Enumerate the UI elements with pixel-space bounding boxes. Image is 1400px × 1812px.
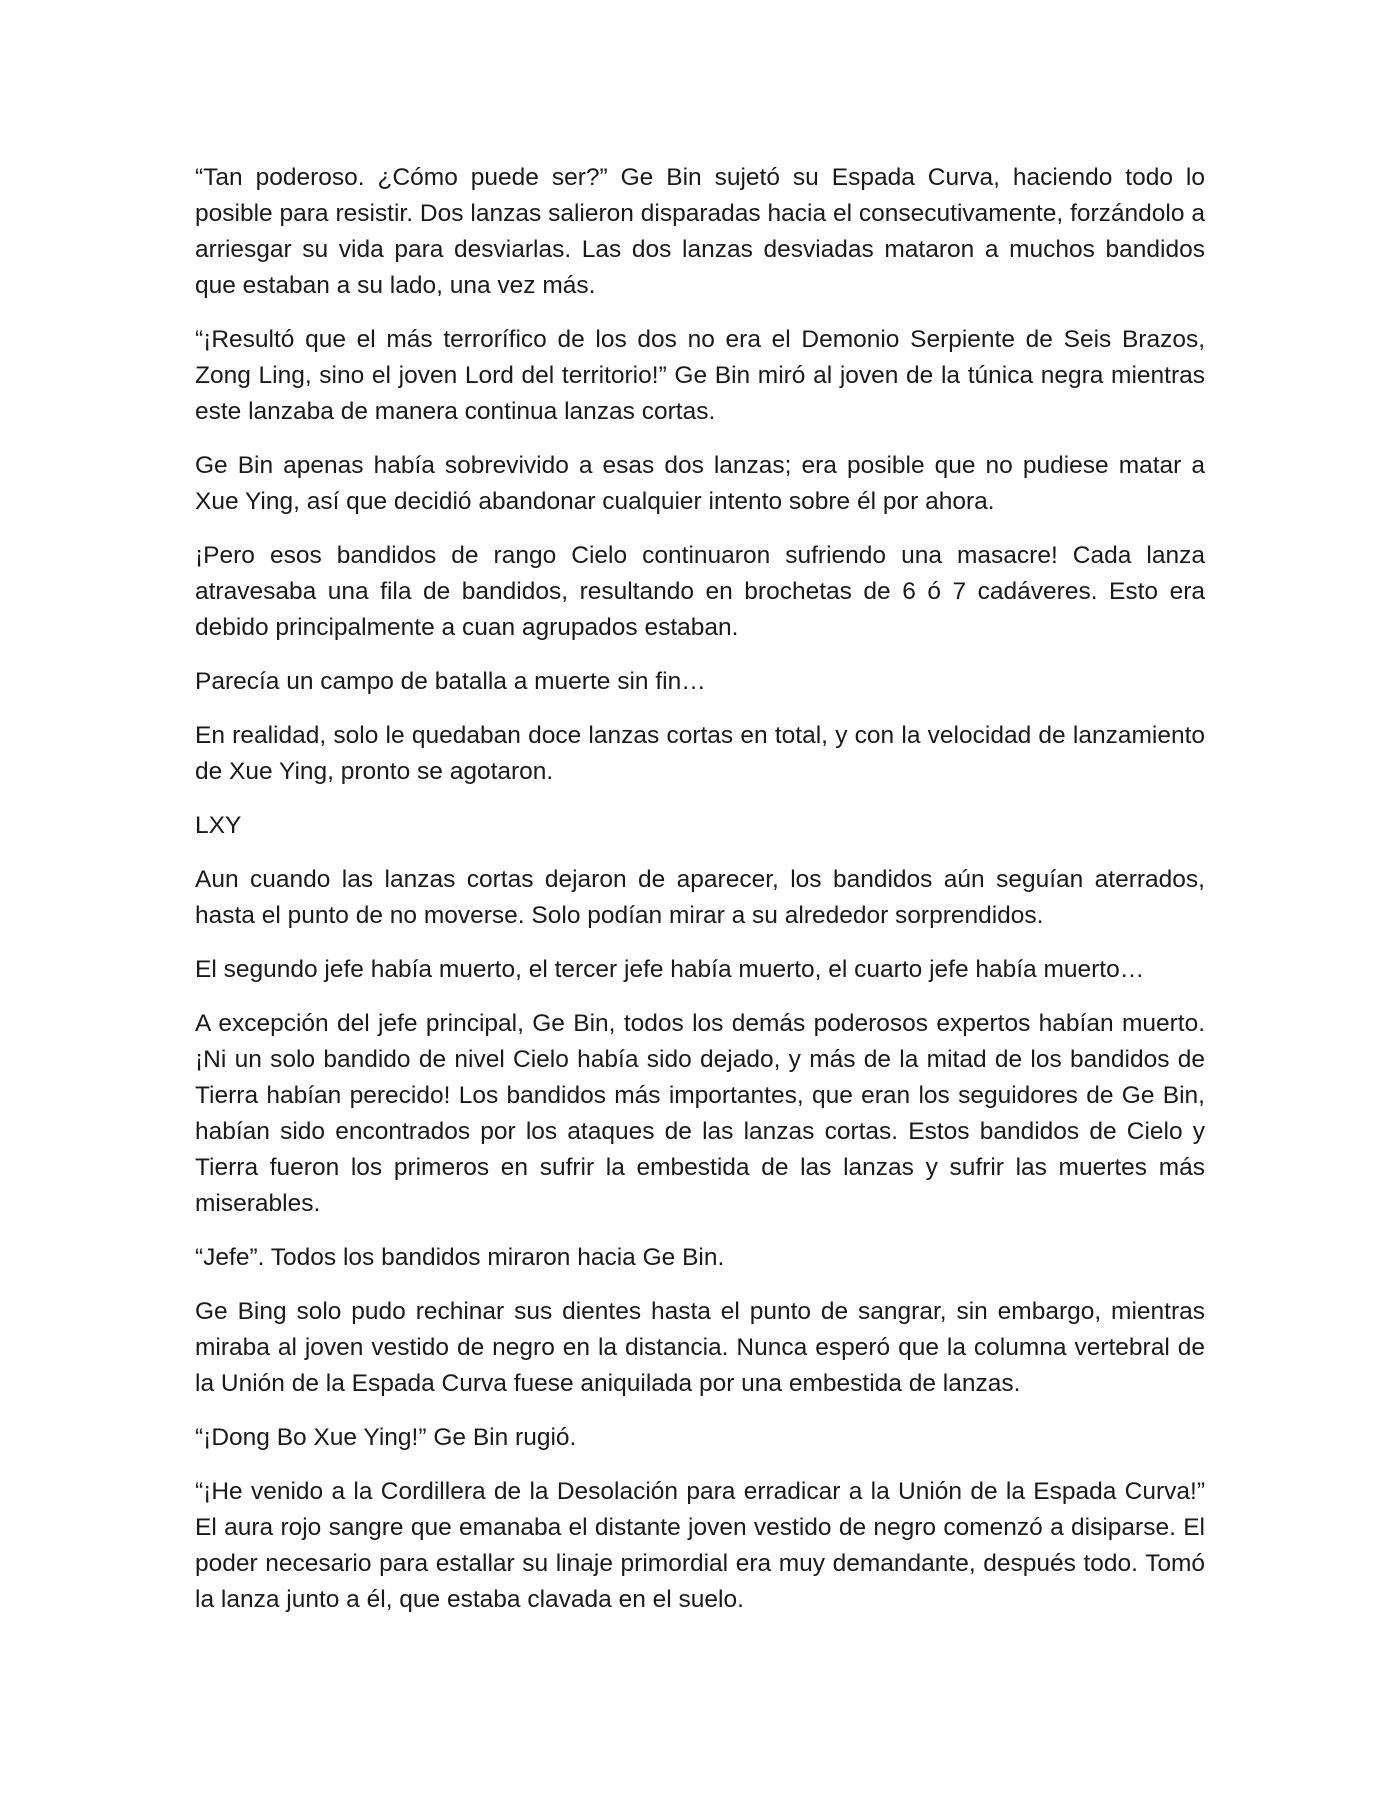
paragraph: “¡He venido a la Cordillera de la Desolación para erradicar a la Unión de la Espada Curva!” El aura rojo sangre que emanaba el distante joven vestido de negro comenzó a disiparse. El poder necesario para estallar su linaje primordial era muy demandante, después todo. Tomó la lanza junto a él, que estaba clavada en el suelo. <box>195 1478 1205 1613</box>
paragraph: ¡Pero esos bandidos de rango Cielo continuaron sufriendo una masacre! Cada lanza atravesaba una fila de bandidos, resultando en brochetas de 6 ó 7 cadáveres. Esto era debido principalmente a cuan agrupados estaban. <box>195 542 1205 641</box>
paragraph: “Jefe”. Todos los bandidos miraron hacia Ge Bin. <box>195 1244 725 1271</box>
paragraph: “¡Dong Bo Xue Ying!” Ge Bin rugió. <box>195 1424 577 1451</box>
paragraph: Ge Bin apenas había sobrevivido a esas dos lanzas; era posible que no pudiese matar a Xue Ying, así que decidió abandonar cualquier intento sobre él por ahora. <box>195 452 1205 515</box>
paragraph: Parecía un campo de batalla a muerte sin fin… <box>195 668 706 695</box>
paragraph: A excepción del jefe principal, Ge Bin, todos los demás poderosos expertos habían muerto. ¡Ni un solo bandido de nivel Cielo había sido dejado, y más de la mitad de los bandidos de Tierra habían perecido! Los bandidos más importantes, que eran los seguidores de Ge Bin, habían sido encontrados por los ataques de las lanzas cortas. Estos bandidos de Cielo y Tierra fueron los primeros en sufrir la embestida de las lanzas y sufrir las muertes más miserables. <box>195 1010 1205 1217</box>
paragraph: “Tan poderoso. ¿Cómo puede ser?” Ge Bin sujetó su Espada Curva, haciendo todo lo posible para resistir. Dos lanzas salieron disparadas hacia el consecutivamente, forzándolo a arriesgar su vida para desviarlas. Las dos lanzas desviadas mataron a muchos bandidos que estaban a su lado, una vez más. <box>195 164 1205 299</box>
paragraph: En realidad, solo le quedaban doce lanzas cortas en total, y con la velocidad de lanzamiento de Xue Ying, pronto se agotaron. <box>195 722 1205 785</box>
paragraph: Ge Bing solo pudo rechinar sus dientes hasta el punto de sangrar, sin embargo, mientras miraba al joven vestido de negro en la distancia. Nunca esperó que la columna vertebral de la Unión de la Espada Curva fuese aniquilada por una embestida de lanzas. <box>195 1298 1205 1397</box>
paragraph: El segundo jefe había muerto, el tercer jefe había muerto, el cuarto jefe había muerto… <box>195 956 1145 983</box>
document-body <box>195 160 1205 1636</box>
section-marker: LXY <box>195 812 242 839</box>
paragraph: “¡Resultó que el más terrorífico de los dos no era el Demonio Serpiente de Seis Brazos, Zong Ling, sino el joven Lord del territorio!” Ge Bin miró al joven de la túnica negra mientras este lanzaba de manera continua lanzas cortas. <box>195 326 1205 425</box>
paragraph: Aun cuando las lanzas cortas dejaron de aparecer, los bandidos aún seguían aterrados, hasta el punto de no moverse. Solo podían mirar a su alrededor sorprendidos. <box>195 866 1205 929</box>
